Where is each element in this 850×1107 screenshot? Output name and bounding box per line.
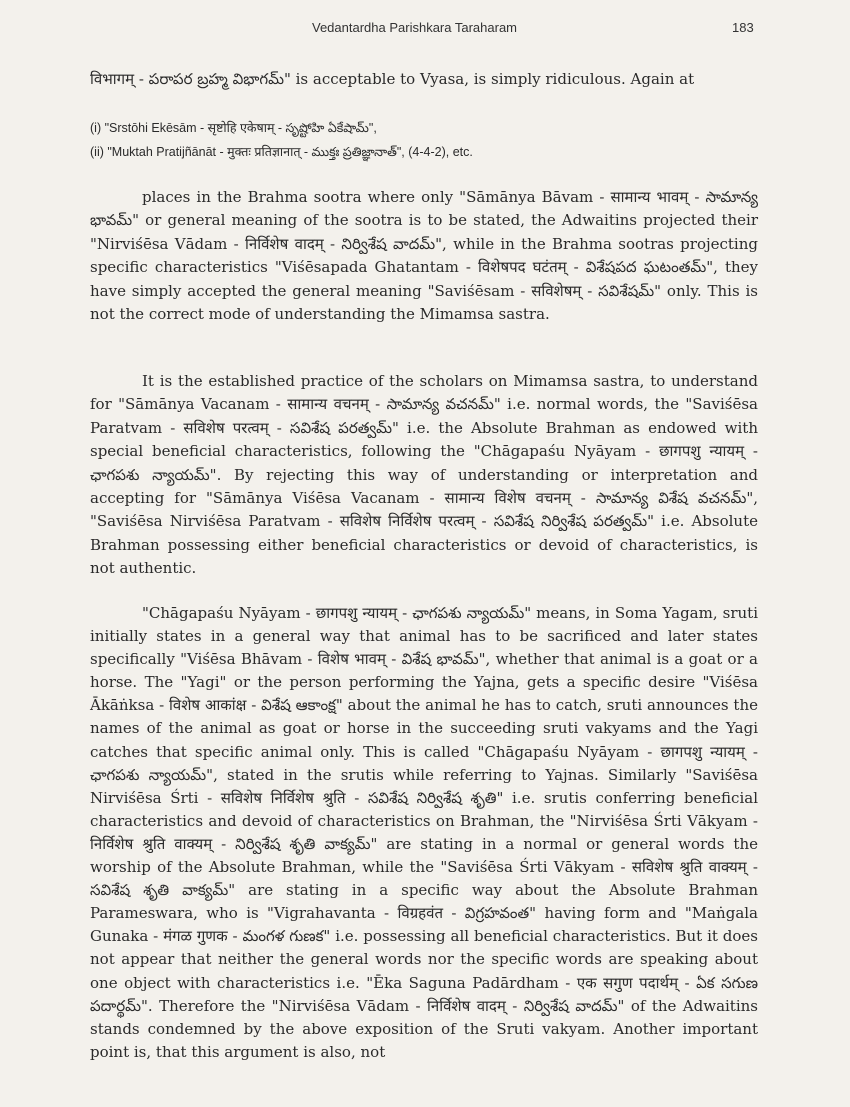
list-item: (i) "Srstōhi Ekēsām - सृष्टोहि एकेषाम् - సృష్టోహి ఏకేషామ్", — [90, 121, 377, 135]
intro-paragraph: विभागम् - పరాపర బ్రహ్మ విభాగమ్" is acceptable to Vyasa, is simply ridiculous. Again at — [90, 70, 695, 88]
paragraph-mimamsa-practice: It is the established practice of the scholars on Mimamsa sastra, to understand for "Sāmānya Vacanam - सामान्य वचनम् - సామాన్య వచనమ్" i.e. normal words, the "Saviśēsa Paratvam - सविशेष परत्वम् - సవిశేష పరత్వమ్" i.e. the Absolute Brahman as endowed with special beneficial characteristics, following the "Chāgapaśu Nyāyam - छागपशु न्यायम् - ఛాగపశు న్యాయమ్". By rejecting this way of understanding or interpretation and accepting for "Sāmānya Viśēsa Vacanam - सामान्य विशेष वचनम् - సామాన్య విశేష వచనమ్", "Saviśēsa Nirviśēsa Paratvam - सविशेष निर्विशेष परत्वम् - సవిశేష నిర్విశేష పరత్వమ్" i.e. Absolute Brahman possessing either beneficial characteristics or devoid of characteristics, is not authentic. — [90, 372, 758, 578]
paragraph-chagapasu-nyayam: "Chāgapaśu Nyāyam - छागपशु न्यायम् - ఛాగపశు న్యాయమ్" means, in Soma Yagam, sruti initially states in a general way that animal has to be sacrificed and later states specifically "Viśēsa Bhāvam - विशेष भावम् - విశేష భావమ్", whether that animal is a goat or a horse. The "Yagi" or the person performing the Yajna, gets a specific desire "Viśēsa Ākāṅksa - विशेष आकांक्ष - విశేష ఆకాంక్ష" about the animal he has to catch, sruti announces the names of the animal as goat or horse in the succeeding sruti vakyams and the Yagi catches that specific animal only. This is called "Chāgapaśu Nyāyam - छागपशु न्यायम् - ఛాగపశు న్యాయమ్", stated in the srutis while referring to Yajnas. Similarly "Saviśēsa Nirviśēsa Śrti - सविशेष निर्विशेष श्रुति - సవిశేష నిర్విశేష శృతి" i.e. srutis conferring beneficial characteristics and devoid of characteristics on Brahman, the "Nirviśēsa Śrti Vākyam - निर्विशेष श्रुति वाक्यम् - నిర్విశేష శృతి వాక్యమ్" are stating in a normal or general words the worship of the Absolute Brahman, while the "Saviśēsa Śrti Vākyam - सविशेष श्रुति वाक्यम् - సవిశేష శృతి వాక్యమ్" are stating in a specific way about the Absolute Brahman Parameswara, who is "Vigrahavanta - विग्रहवंत - విగ్రహవంత" having form and "Maṅgala Gunaka - मंगळ गुणक - మంగళ గుణక" i.e. possessing all beneficial characteristics. But it does not appear that neither the general words nor the specific words are speaking about one object with characteristics i.e. "Ēka Saguna Padārdham - एक सगुण पदार्थम् - ఏక సగుణ పదార్థమ్". Therefore the "Nirviśēsa Vādam - निर्विशेष वादम् - నిర్విశేష వాదమ్" of the Adwaitins stands condemned by the above exposition of the Sruti vakyam. Another important point is, that this argument is also, not — [90, 604, 758, 1061]
paragraph-samanya-bavam: places in the Brahma sootra where only "Sāmānya Bāvam - सामान्य भावम् - సామాన్య భావమ్" or general meaning of the sootra is to be stated, the Adwaitins projected their "Nirviśēsa Vādam - निर्विशेष वादम् - నిర్విశేష వాదమ్", while in the Brahma sootras projecting specific characteristics "Viśēsapada Ghatantam - विशेषपद घटंतम् - విశేషపద ఘటంతమ్", they have simply accepted the general meaning "Saviśēsam - सविशेषम् - సవిశేషమ్" only. This is not the correct mode of understanding the Mimamsa sastra. — [90, 188, 758, 324]
list-item: (ii) "Muktah Pratijñānāt - मुक्तः प्रतिज्ञानात् - ముక్తః ప్రతిజ్ఞానాత్", (4-4-2), etc. — [90, 145, 473, 159]
sutra-list — [90, 116, 758, 164]
running-title: Vedantardha Parishkara Taraharam — [312, 20, 517, 35]
page-number: 183 — [732, 20, 754, 35]
